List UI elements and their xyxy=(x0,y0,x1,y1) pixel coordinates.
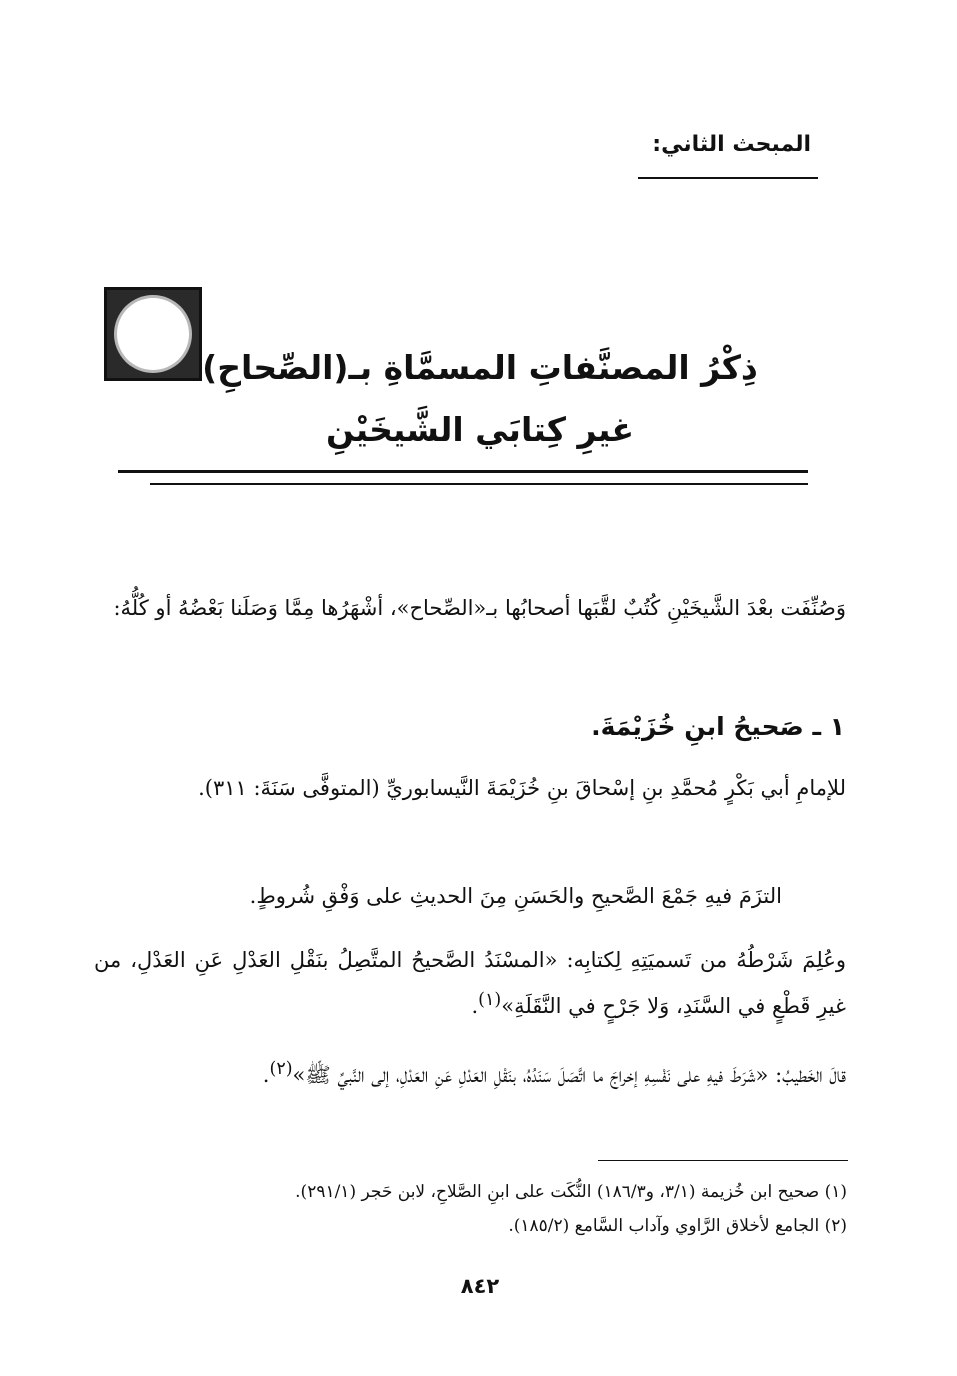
section-label: المبحث الثاني: xyxy=(652,132,811,157)
imam-paragraph: للإمامِ أبي بَكْرٍ مُحمَّدِ بنِ إسْحاقَ بنِ خُزَيْمَةَ النَّيسابوريِّ (المتوفَّى سَنَةَ: ٣١١). xyxy=(198,776,846,800)
page-number: ٨٤٢ xyxy=(460,1274,500,1298)
footnote-ref-2: (٢) xyxy=(269,1059,293,1079)
footnote-separator xyxy=(598,1160,848,1161)
ulima-text: وعُلِمَ شَرْطُهُ من تَسميَتِهِ لِكتابِه: «المسْنَدُ الصَّحيحُ المتَّصِلُ بنَقْلِ العَدْلِ عَنِ العَدْلِ، من غيرِ قَطْعٍ في السَّنَدِ، وَلا جَرْحٍ في النَّقَلَةِ» xyxy=(94,948,846,1018)
section-label-underline xyxy=(638,177,818,179)
intro-paragraph: وَصُنِّفَت بعْدَ الشَّيخَيْنِ كُتُبٌ لقَّبَها أصحابُها بـ«الصِّحاح»، أشْهَرُها مِمَّا وَصَلَنا بَعْضُهُ أو كُلُّهُ: xyxy=(113,596,846,620)
footnote-1: (١) صحيح ابن خُزيمة (٣/١، و١٨٦/٣) النُّكَت على ابنِ الصَّلاحِ، لابن حَجر (٢٩١/١). xyxy=(295,1182,847,1202)
chapter-title-line-1: ذِكْرُ المصنَّفاتِ المسمَّاةِ بـ(الصِّحاحِ) xyxy=(202,348,758,387)
ulima-paragraph: وعُلِمَ شَرْطُهُ من تَسميَتِهِ لِكتابِه: «المسْنَدُ الصَّحيحُ المتَّصِلُ بنَقْلِ العَدْلِ عَنِ العَدْلِ، من غيرِ قَطْعٍ في السَّنَدِ، وَلا جَرْحٍ في النَّقَلَةِ»$^{(١)}$. xyxy=(94,948,846,1018)
chapter-title-line-2: غيرِ كِتابَي الشَّيخَيْنِ xyxy=(325,410,635,449)
title-divider xyxy=(118,470,808,485)
qala-text: قالَ الخَطيبُ: «شَرَطَ فيهِ على نَفْسِهِ إخراجَ ما اتَّصَلَ سَنَدُهُ، بنَقْلِ العَدْلِ عَنِ العَدْلِ، إلى النَّبيِّ ﷺ» xyxy=(292,1063,846,1087)
footnote-2: (٢) الجامع لأخلاق الرَّاوي وآداب السَّامع (١٨٥/٢). xyxy=(508,1216,847,1236)
subheading-sahih-ibn-khuzayma: ١ ـ صَحيحُ ابنِ خُزَيْمَةَ. xyxy=(591,712,845,741)
footnote-ref-1: (١) xyxy=(478,990,502,1010)
qala-paragraph: قالَ الخَطيبُ: «شَرَطَ فيهِ على نَفْسِهِ إخراجَ ما اتَّصَلَ سَنَدُهُ، بنَقْلِ العَدْلِ عَنِ العَدْلِ، إلى النَّبيِّ ﷺ»$^{(٢)}$. xyxy=(262,1059,846,1087)
iltazam-paragraph: التزَمَ فيهِ جَمْعَ الصَّحيحِ والحَسَنِ مِنَ الحديثِ على وَفْقِ شُروطٍ. xyxy=(249,884,782,908)
